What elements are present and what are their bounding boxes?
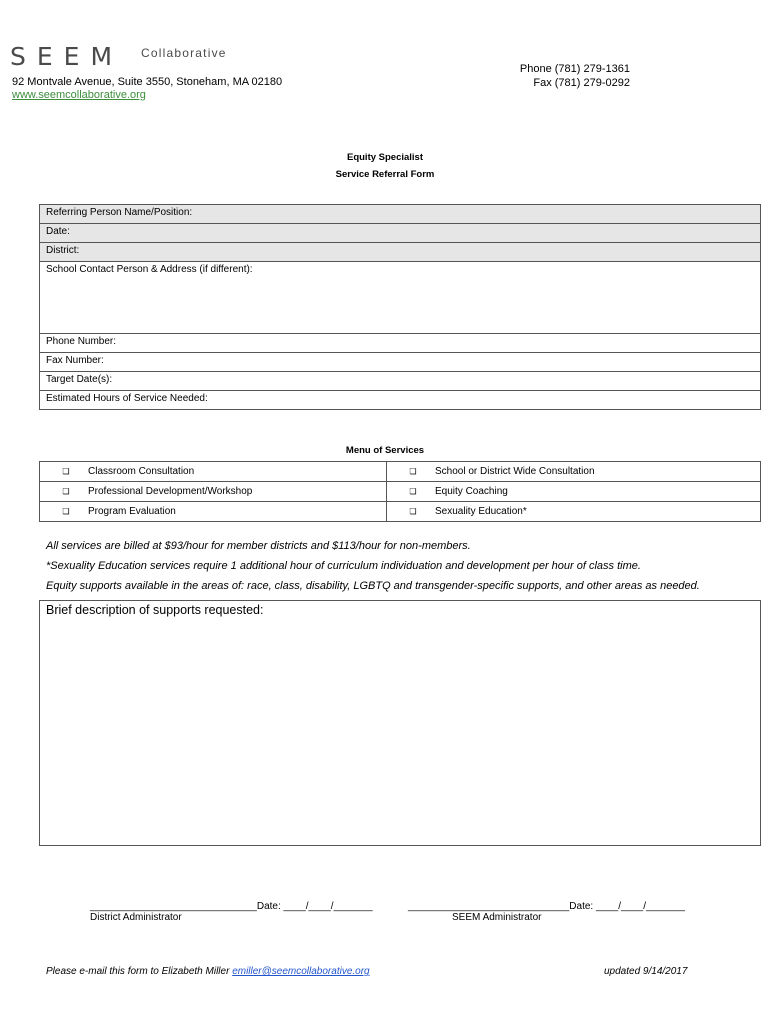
field-referring-person[interactable]: Referring Person Name/Position: xyxy=(40,205,761,224)
brief-description-label: Brief description of supports requested: xyxy=(46,603,264,617)
field-fax-number[interactable]: Fax Number: xyxy=(40,353,761,372)
field-date[interactable]: Date: xyxy=(40,224,761,243)
service-equity-coaching[interactable] xyxy=(387,482,761,502)
checkbox-icon[interactable]: ❑ xyxy=(409,487,417,496)
service-label: Program Evaluation xyxy=(88,506,176,517)
field-target-dates[interactable]: Target Date(s): xyxy=(40,372,761,391)
service-label: Professional Development/Workshop xyxy=(88,486,253,497)
contact-numbers xyxy=(500,62,630,90)
service-classroom-consultation[interactable] xyxy=(40,462,387,482)
checkbox-icon[interactable]: ❑ xyxy=(62,507,70,516)
website-link[interactable]: www.seemcollaborative.org xyxy=(12,89,146,101)
service-label: Sexuality Education* xyxy=(435,506,527,517)
seem-signature-line[interactable]: _____________________________Date: ____/____/_______ xyxy=(408,901,685,912)
table-row xyxy=(40,482,761,502)
email-link[interactable]: emiller@seemcollaborative.org xyxy=(232,966,370,977)
form-title: Equity Specialist xyxy=(346,152,424,163)
checkbox-icon[interactable]: ❑ xyxy=(62,487,70,496)
district-administrator-label: District Administrator xyxy=(90,912,182,923)
logo-wordmark: SEEM xyxy=(10,42,124,71)
checkbox-icon[interactable]: ❑ xyxy=(62,467,70,476)
form-subtitle: Service Referral Form xyxy=(335,169,435,180)
referral-table xyxy=(39,204,761,410)
footer-instructions xyxy=(46,966,370,977)
service-program-evaluation[interactable] xyxy=(40,502,387,522)
brief-description-box[interactable] xyxy=(39,600,761,846)
service-district-consultation[interactable] xyxy=(387,462,761,482)
phone-number: Phone (781) 279-1361 xyxy=(519,63,630,75)
service-label: Equity Coaching xyxy=(435,486,508,497)
table-row xyxy=(40,462,761,482)
field-estimated-hours[interactable]: Estimated Hours of Service Needed: xyxy=(40,391,761,410)
billing-note: All services are billed at $93/hour for member districts and $113/hour for non-members. xyxy=(46,540,471,552)
service-sexuality-education[interactable] xyxy=(387,502,761,522)
checkbox-icon[interactable]: ❑ xyxy=(409,467,417,476)
checkbox-icon[interactable]: ❑ xyxy=(409,507,417,516)
seem-administrator-label: SEEM Administrator xyxy=(452,912,542,923)
menu-title: Menu of Services xyxy=(345,445,425,456)
field-district[interactable]: District: xyxy=(40,243,761,262)
field-phone-number[interactable]: Phone Number: xyxy=(40,334,761,353)
footer-text: Please e-mail this form to Elizabeth Miller xyxy=(46,966,233,977)
address: 92 Montvale Avenue, Suite 3550, Stoneham, MA 02180 xyxy=(12,76,283,88)
district-signature-line[interactable]: ______________________________Date: ____/____/_______ xyxy=(90,901,373,912)
updated-date: updated 9/14/2017 xyxy=(604,966,688,977)
equity-areas-note: Equity supports available in the areas of: race, class, disability, LGBTQ and transgender-specific supports, and other areas as needed. xyxy=(46,580,700,592)
field-school-contact[interactable]: School Contact Person & Address (if different): xyxy=(40,262,761,334)
service-professional-development[interactable] xyxy=(40,482,387,502)
fax-number: Fax (781) 279-0292 xyxy=(533,77,630,89)
services-menu-table xyxy=(39,461,761,522)
logo-subtitle: Collaborative xyxy=(141,46,227,60)
sexuality-education-note: *Sexuality Education services require 1 additional hour of curriculum individuation and development per hour of class time. xyxy=(46,560,641,572)
service-label: School or District Wide Consultation xyxy=(435,466,595,477)
service-label: Classroom Consultation xyxy=(88,466,195,477)
table-row xyxy=(40,502,761,522)
